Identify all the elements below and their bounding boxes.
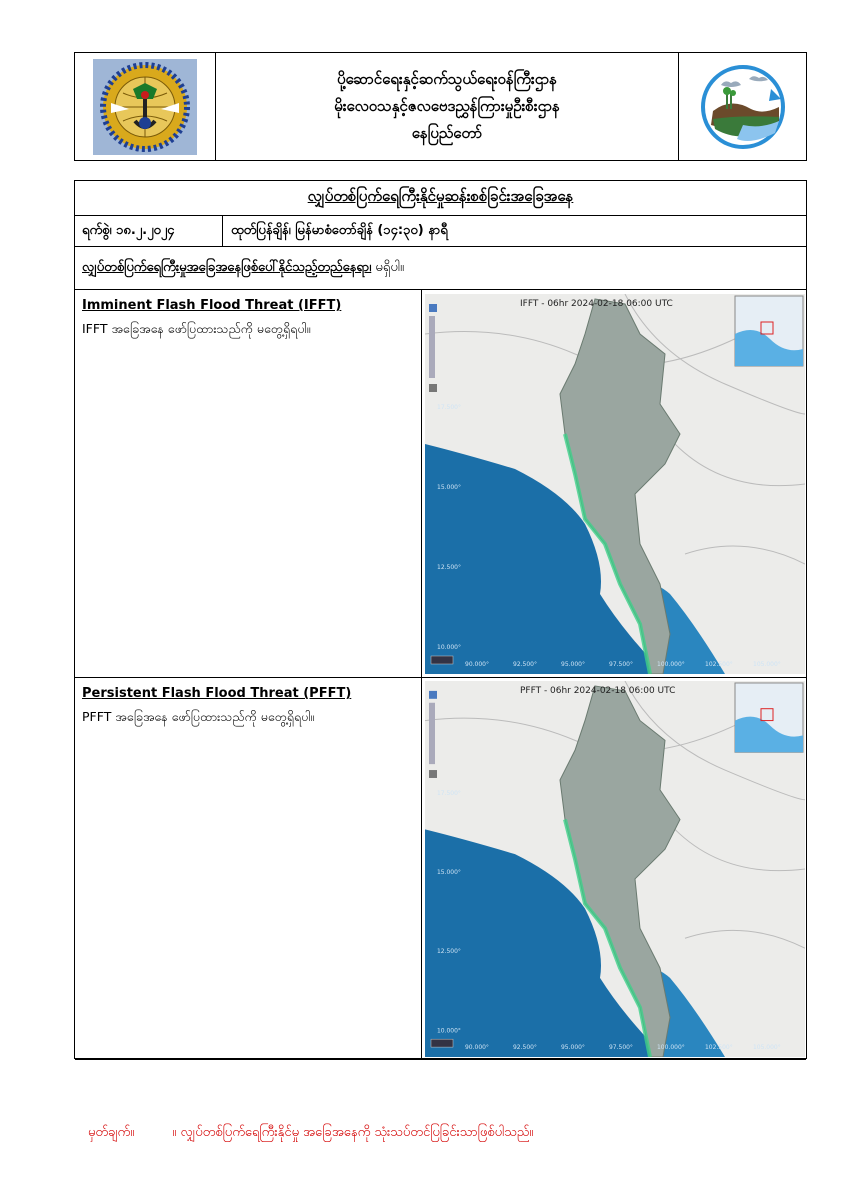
lon-label: 102.500° [705, 1044, 733, 1052]
ifft-map[interactable] [425, 294, 805, 674]
map-caption: PFFT - 06hr 2024-02-18 06:00 UTC [520, 685, 676, 696]
lat-label: 12.500° [437, 948, 461, 956]
lat-label: 15.000° [437, 868, 461, 876]
bulletin-table [74, 180, 807, 1059]
right-logo-cell [679, 53, 806, 160]
lon-label: 102.500° [705, 661, 733, 668]
pfft-section [75, 678, 806, 1060]
ifft-text-cell [82, 298, 412, 340]
lat-label: 15.000° [437, 484, 461, 491]
lat-label: 10.000° [437, 644, 461, 651]
ifft-description: IFFT အခြေအနေ ဖော်ပြထားသည်ကို မတွေ့ရှိရပါ။ [82, 321, 311, 336]
lat-label: 12.500° [437, 564, 461, 571]
lon-label: 95.000° [561, 1044, 585, 1052]
lat-label: 17.500° [437, 789, 461, 797]
map-canvas [425, 294, 805, 674]
lon-label: 90.000° [465, 661, 489, 668]
ifft-section [75, 290, 806, 678]
lon-label: 90.000° [465, 1044, 489, 1052]
pfft-map[interactable] [425, 681, 805, 1057]
location-row [75, 247, 806, 290]
department-emblem-icon [93, 59, 197, 155]
issue-time: ထုတ်ပြန်ချိန်၊ မြန်မာစံတော်ချိန် (၁၄:၃၀) နာရီ [231, 223, 448, 238]
lon-label: 92.500° [513, 661, 537, 668]
lon-label: 95.000° [561, 661, 585, 668]
left-logo-cell [75, 53, 216, 160]
letterhead [74, 52, 807, 161]
pfft-description: PFFT အခြေအနေ ဖော်ပြထားသည်ကို မတွေ့ရှိရပါ။ [82, 709, 315, 724]
location-label: လျှပ်တစ်ပြက်ရေကြီးမှုအခြေအနေဖြစ်ပေါ်နိုင်သည့်တည်နေရာ၊ [82, 260, 372, 275]
lat-label: 10.000° [437, 1027, 461, 1035]
water-cycle-logo-icon [691, 59, 795, 155]
lon-label: 100.000° [657, 661, 685, 668]
lon-label: 97.500° [609, 661, 633, 668]
scale-bar [431, 656, 453, 664]
location-value: မရှိပါ။ [375, 260, 404, 275]
department-name: မိုးလေဝသနှင့်ဇလဗေဒညွှန်ကြားမှုဦးစီးဌာန [334, 97, 560, 115]
lat-label: 17.500° [437, 404, 461, 411]
inset-locator-map[interactable] [735, 296, 803, 366]
city-name: နေပြည်တော် [411, 124, 483, 142]
note-text: ။ လျှပ်တစ်ပြက်ရေကြီးနိုင်မှု အခြေအနေကို သုံးသပ်တင်ပြခြင်းသာဖြစ်ပါသည်။ [172, 1125, 534, 1140]
map-caption: IFFT - 06hr 2024-02-18 06:00 UTC [520, 299, 673, 309]
pfft-text-cell [82, 686, 412, 728]
note-label: မှတ်ချက်။ [88, 1125, 135, 1140]
bulletin-title: လျှပ်တစ်ပြက်ရေကြီးနိုင်မှုဆန်းစစ်ခြင်းအခြေအနေ [75, 181, 806, 216]
lon-label: 92.500° [513, 1044, 537, 1052]
letterhead-title [216, 53, 679, 160]
lon-label: 105.000° [753, 661, 781, 668]
column-divider [421, 678, 422, 1059]
column-divider [421, 290, 422, 677]
ministry-name: ပို့ဆောင်ရေးနှင့်ဆက်သွယ်ရေးဝန်ကြီးဌာန [337, 70, 557, 88]
footer-note [88, 1124, 533, 1143]
ifft-heading: Imminent Flash Flood Threat (IFFT) [82, 298, 342, 313]
bulletin-date: ရက်စွဲ၊ ၁၈.၂.၂၀၂၄ [75, 216, 223, 246]
date-row [75, 216, 806, 247]
scale-bar [431, 1039, 453, 1047]
lon-label: 97.500° [609, 1044, 633, 1052]
map-canvas [425, 681, 805, 1057]
lon-label: 100.000° [657, 1044, 685, 1052]
inset-locator-map[interactable] [735, 683, 803, 752]
pfft-heading: Persistent Flash Flood Threat (PFFT) [82, 686, 352, 701]
lon-label: 105.000° [753, 1044, 781, 1052]
